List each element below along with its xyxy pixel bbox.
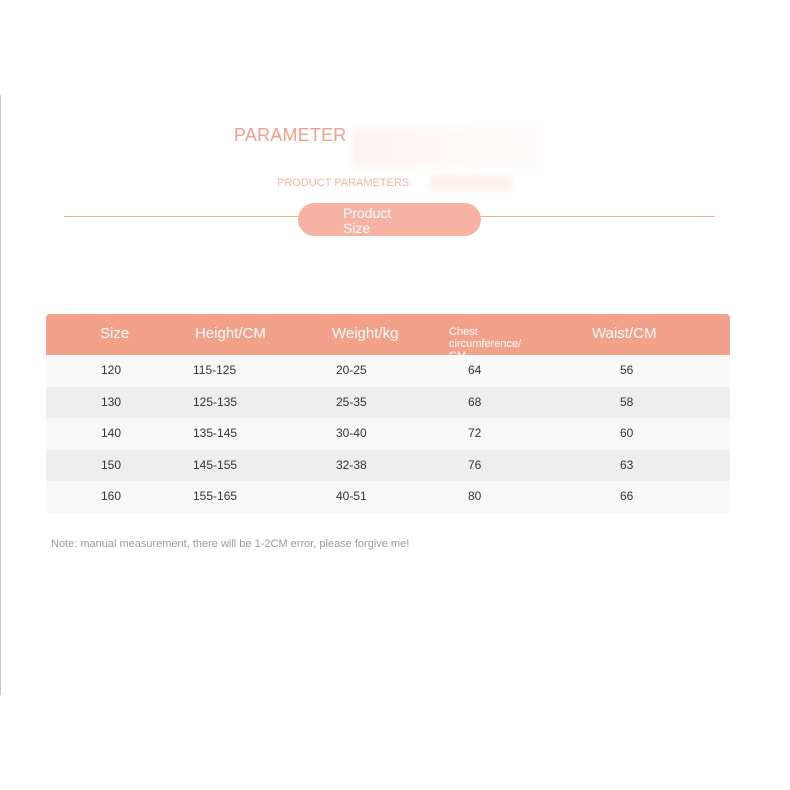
- cell-weight: 25-35: [336, 394, 367, 409]
- cell-size: 160: [101, 489, 122, 504]
- page-subtitle: PRODUCT PARAMETERS: [277, 177, 410, 189]
- column-header-weight: Weight/kg: [332, 325, 399, 342]
- table-header: [46, 314, 730, 355]
- cell-chest: 76: [468, 457, 482, 472]
- cell-weight: 30-40: [336, 426, 367, 441]
- table-row: [46, 450, 730, 482]
- cell-height: 115-125: [193, 363, 237, 377]
- cell-chest: 64: [468, 363, 482, 377]
- cell-height: 155-165: [193, 489, 238, 504]
- cell-waist: 60: [620, 426, 634, 441]
- faded-watermark: [352, 128, 542, 168]
- table-row: [46, 418, 730, 450]
- cell-waist: 63: [620, 457, 634, 472]
- page-title: PARAMETER: [234, 125, 347, 145]
- column-header-height: Height/CM: [195, 325, 266, 342]
- cell-weight: 32-38: [336, 457, 367, 472]
- table-row: [46, 481, 730, 513]
- cell-height: 145-155: [193, 457, 238, 472]
- size-table: [46, 314, 730, 513]
- cell-height: 125-135: [193, 394, 238, 409]
- cell-size: 130: [101, 394, 122, 409]
- cell-size: 140: [101, 426, 122, 441]
- faded-watermark: [430, 176, 512, 190]
- cell-waist: 58: [620, 394, 634, 409]
- left-border: [0, 95, 1, 695]
- column-header-chest: Chest circumference/: [449, 326, 522, 350]
- cell-size: 120: [101, 363, 122, 377]
- cell-chest: 68: [468, 394, 482, 409]
- section-badge: [298, 203, 481, 236]
- cell-weight: 20-25: [336, 363, 367, 377]
- table-row: [46, 387, 730, 419]
- cell-chest: 72: [468, 426, 482, 441]
- cell-waist: 56: [620, 363, 634, 377]
- table-body: [46, 355, 730, 513]
- measurement-note: Note: manual measurement, there will be 1-2CM error, please forgive me!: [51, 538, 410, 550]
- cell-height: 135-145: [193, 426, 238, 441]
- divider-left: [64, 216, 300, 217]
- column-header-waist: Waist/CM: [592, 325, 657, 342]
- table-row: [46, 355, 730, 387]
- divider-right: [480, 216, 715, 217]
- cell-size: 150: [101, 457, 122, 472]
- cell-weight: 40-51: [336, 489, 367, 504]
- section-badge-label: Product Size: [343, 205, 392, 236]
- column-header-size: Size: [100, 325, 130, 342]
- cell-chest: 80: [468, 489, 482, 504]
- cell-waist: 66: [620, 489, 634, 504]
